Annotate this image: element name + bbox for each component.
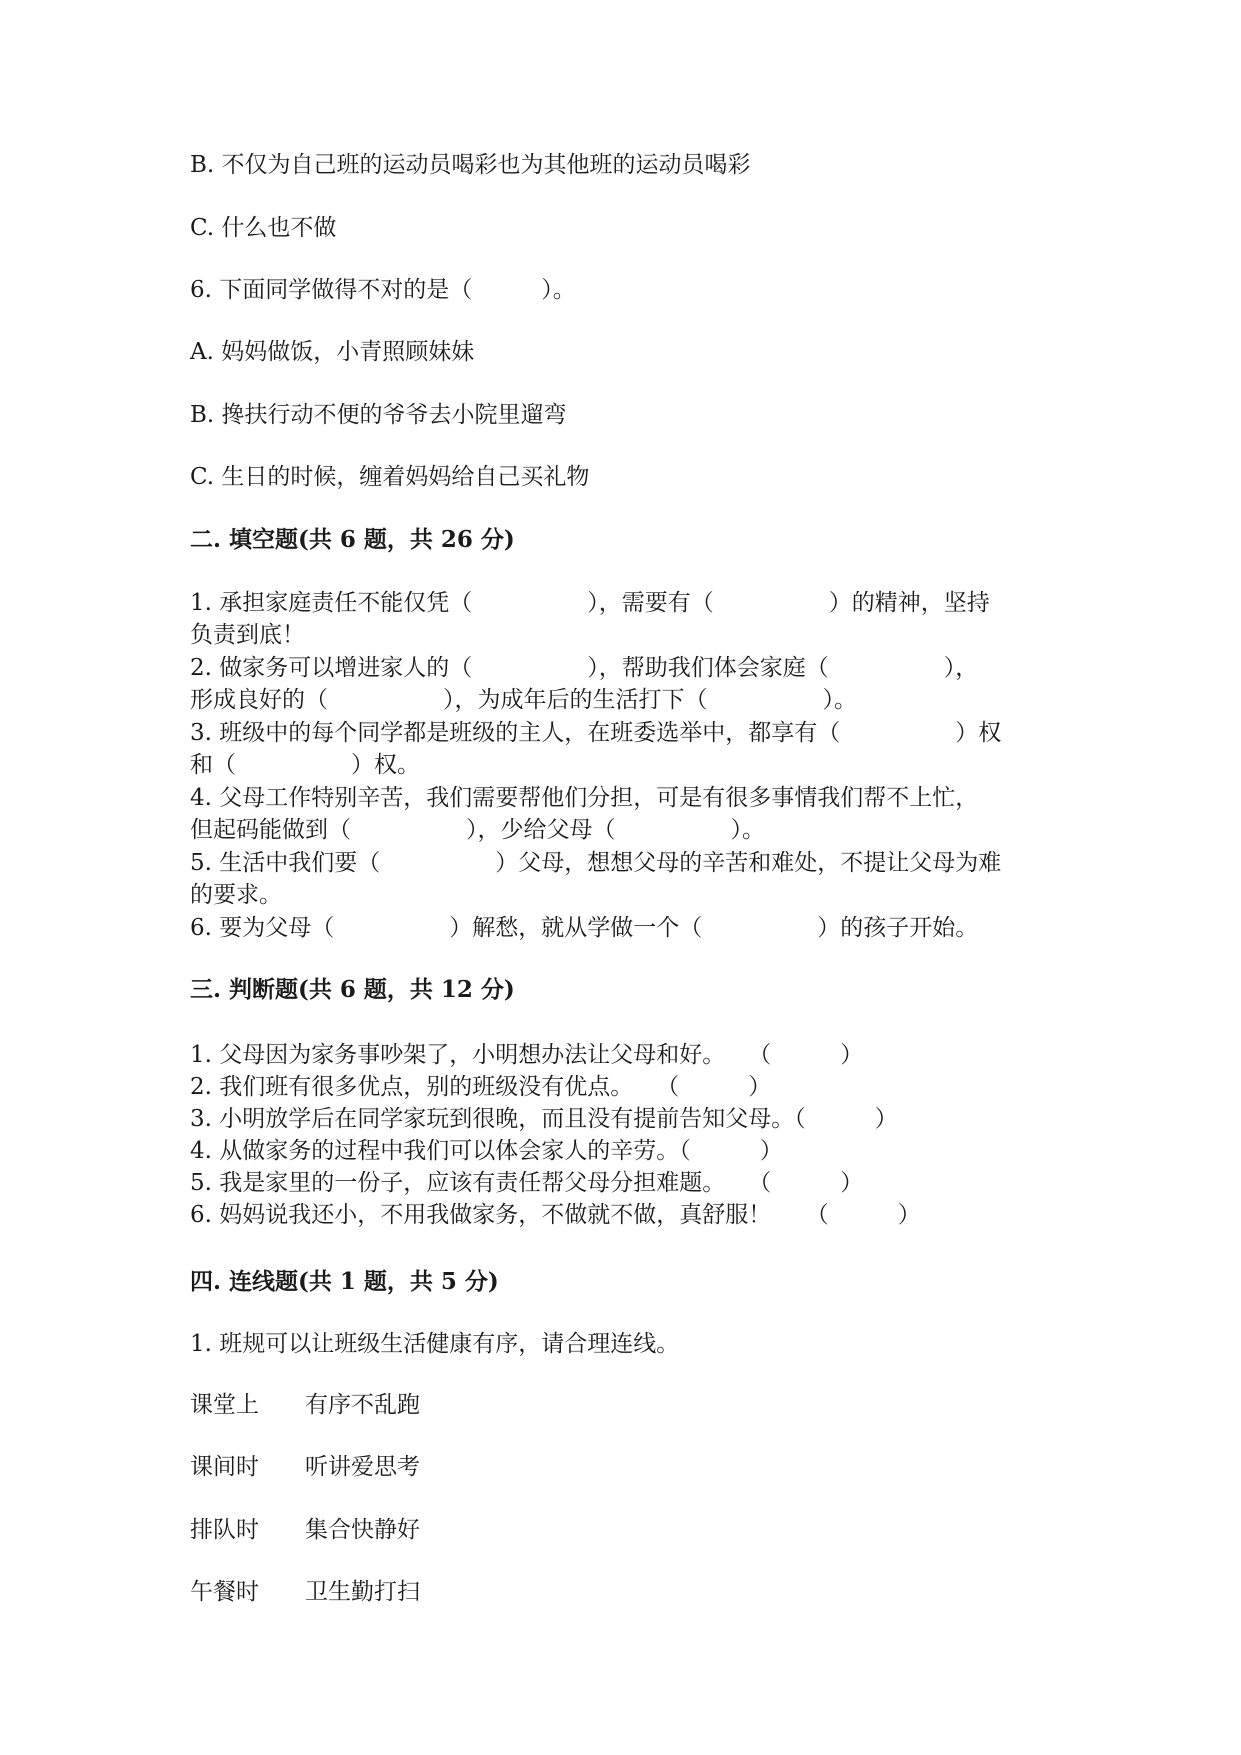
option-b-prev: B. 不仅为自己班的运动员喝彩也为其他班的运动员喝彩 [190, 152, 751, 178]
fill-line: 6. 要为父母（ ）解愁，就从学做一个（ ）的孩子开始。 [190, 915, 979, 941]
match-right-item: 听讲爱思考 [305, 1454, 420, 1480]
question-6-stem: 6. 下面同学做得不对的是（ ）。 [190, 277, 576, 303]
judge-item: 1. 父母因为家务事吵架了，小明想办法让父母和好。 （ ） [190, 1042, 864, 1068]
fill-line: 但起码能做到（ ），少给父母（ ）。 [190, 817, 765, 843]
match-left-item: 课间时 [190, 1454, 259, 1480]
section-3-title: 三. 判断题(共 6 题，共 12 分) [190, 976, 515, 1003]
question-6-option-c: C. 生日的时候，缠着妈妈给自己买礼物 [190, 464, 590, 490]
fill-line: 2. 做家务可以增进家人的（ ），帮助我们体会家庭（ ）， [190, 655, 979, 681]
match-left-item: 排队时 [190, 1517, 259, 1543]
question-6-option-b: B. 搀扶行动不便的爷爷去小院里遛弯 [190, 402, 567, 428]
fill-line: 3. 班级中的每个同学都是班级的主人，在班委选举中，都享有（ ）权 [190, 720, 1002, 746]
judge-item: 5. 我是家里的一份子，应该有责任帮父母分担难题。 （ ） [190, 1170, 864, 1196]
fill-line: 4. 父母工作特别辛苦，我们需要帮他们分担，可是有很多事情我们帮不上忙， [190, 785, 979, 811]
fill-line: 1. 承担家庭责任不能仅凭（ ），需要有（ ）的精神，坚持 [190, 590, 990, 616]
match-right-item: 有序不乱跑 [305, 1392, 420, 1418]
match-right-item: 卫生勤打扫 [305, 1579, 420, 1605]
fill-line: 负责到底！ [190, 622, 305, 648]
match-right-item: 集合快静好 [305, 1517, 420, 1543]
judge-item: 2. 我们班有很多优点，别的班级没有优点。 （ ） [190, 1074, 772, 1100]
fill-line: 的要求。 [190, 882, 282, 908]
judge-item: 6. 妈妈说我还小，不用我做家务，不做就不做，真舒服！ （ ） [190, 1202, 921, 1228]
judge-item: 3. 小明放学后在同学家玩到很晚，而且没有提前告知父母。（ ） [190, 1106, 898, 1132]
fill-line: 形成良好的（ ），为成年后的生活打下（ ）。 [190, 687, 857, 713]
section-4-title: 四. 连线题(共 1 题，共 5 分) [190, 1268, 499, 1295]
judge-item: 4. 从做家务的过程中我们可以体会家人的辛劳。（ ） [190, 1138, 783, 1164]
match-prompt: 1. 班规可以让班级生活健康有序，请合理连线。 [190, 1331, 680, 1357]
fill-line: 和（ ）权。 [190, 752, 420, 778]
option-c-prev: C. 什么也不做 [190, 215, 337, 241]
section-2-title: 二. 填空题(共 6 题，共 26 分) [190, 526, 515, 553]
match-left-item: 午餐时 [190, 1579, 259, 1605]
fill-line: 5. 生活中我们要（ ）父母，想想父母的辛苦和难处，不提让父母为难 [190, 850, 1002, 876]
question-6-option-a: A. 妈妈做饭，小青照顾妹妹 [190, 339, 475, 365]
match-left-item: 课堂上 [190, 1392, 259, 1418]
